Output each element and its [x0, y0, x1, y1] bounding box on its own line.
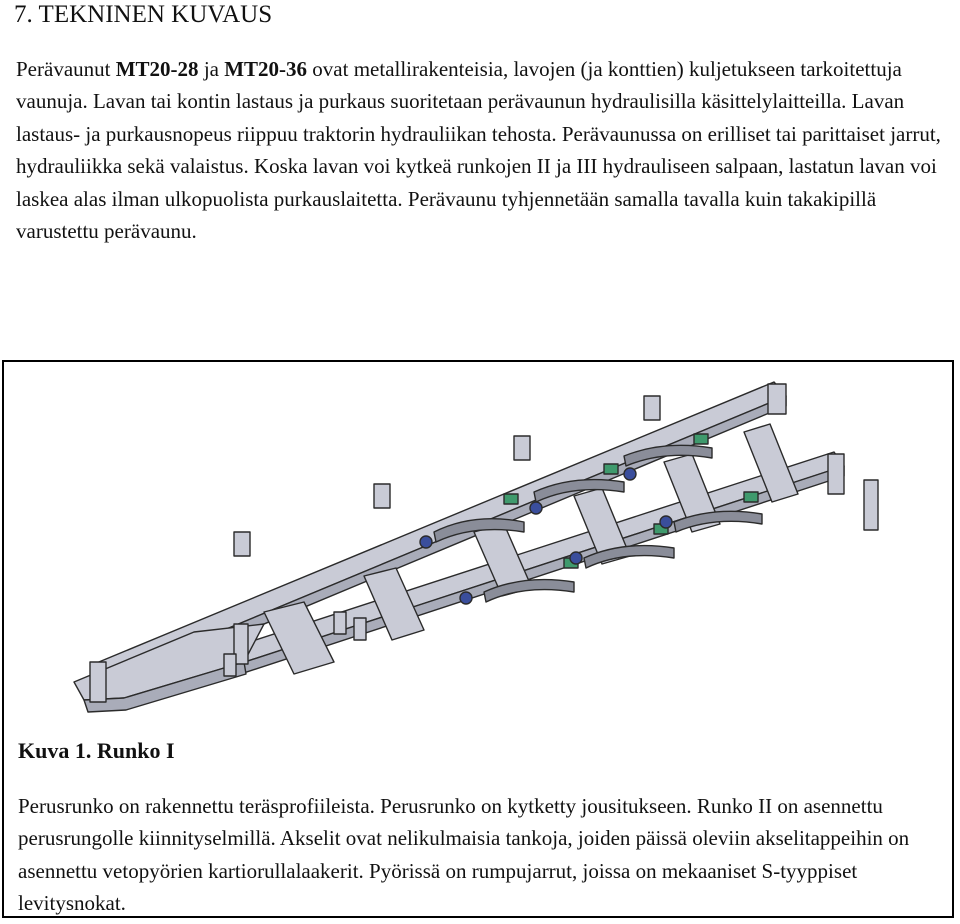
model-mt20-28: MT20-28: [115, 57, 199, 81]
intro-text-2: ja: [198, 57, 225, 81]
figure-frame: [2, 360, 954, 918]
trailer-frame-drawing: [4, 362, 952, 732]
intro-text-1: Perävaunut: [16, 57, 116, 81]
figure-caption: Kuva 1. Runko I: [18, 738, 175, 763]
section-heading: 7. TEKNINEN KUVAUS: [14, 1, 273, 28]
intro-paragraph: [16, 53, 946, 247]
figure-description: Perusrunko on rakennettu teräsprofiileista. Perusrunko on kytketty jousitukseen. Runko II on asennettu perusrungolle kiinnityselmillä. Akselit ovat nelikulmaisia tankoja, joiden päissä oleviin akselitappeihin on asennettu vetopyörien kartiorullalaakerit. Pyörissä on rumpujarrut, joissa on mekaaniset S-tyyppiset levitysnokat.: [18, 794, 910, 916]
intro-text-3: ovat metallirakenteisia, lavojen (ja konttien) kuljetukseen tarkoitettuja vaunuja. Lavan tai kontin lastaus ja purkaus suoritetaan perävaunun hydraulisilla käsittelylaitteilla. Lavan lastaus- ja purkausnopeus riippuu traktorin hydrauliikan tehosta. Perävaunussa on erilliset tai parittaiset jarrut, hydrauliikka sekä valaistus. Koska lavan voi kytkeä runkojen II ja III hydrauliseen salpaan, lastatun lavan voi laskea alas ilman ulkopuolista purkauslaitetta. Perävaunu tyhjennetään samalla tavalla kuin takakipillä varustettu perävaunu.: [16, 57, 941, 244]
model-mt20-36: MT20-36: [224, 57, 308, 81]
